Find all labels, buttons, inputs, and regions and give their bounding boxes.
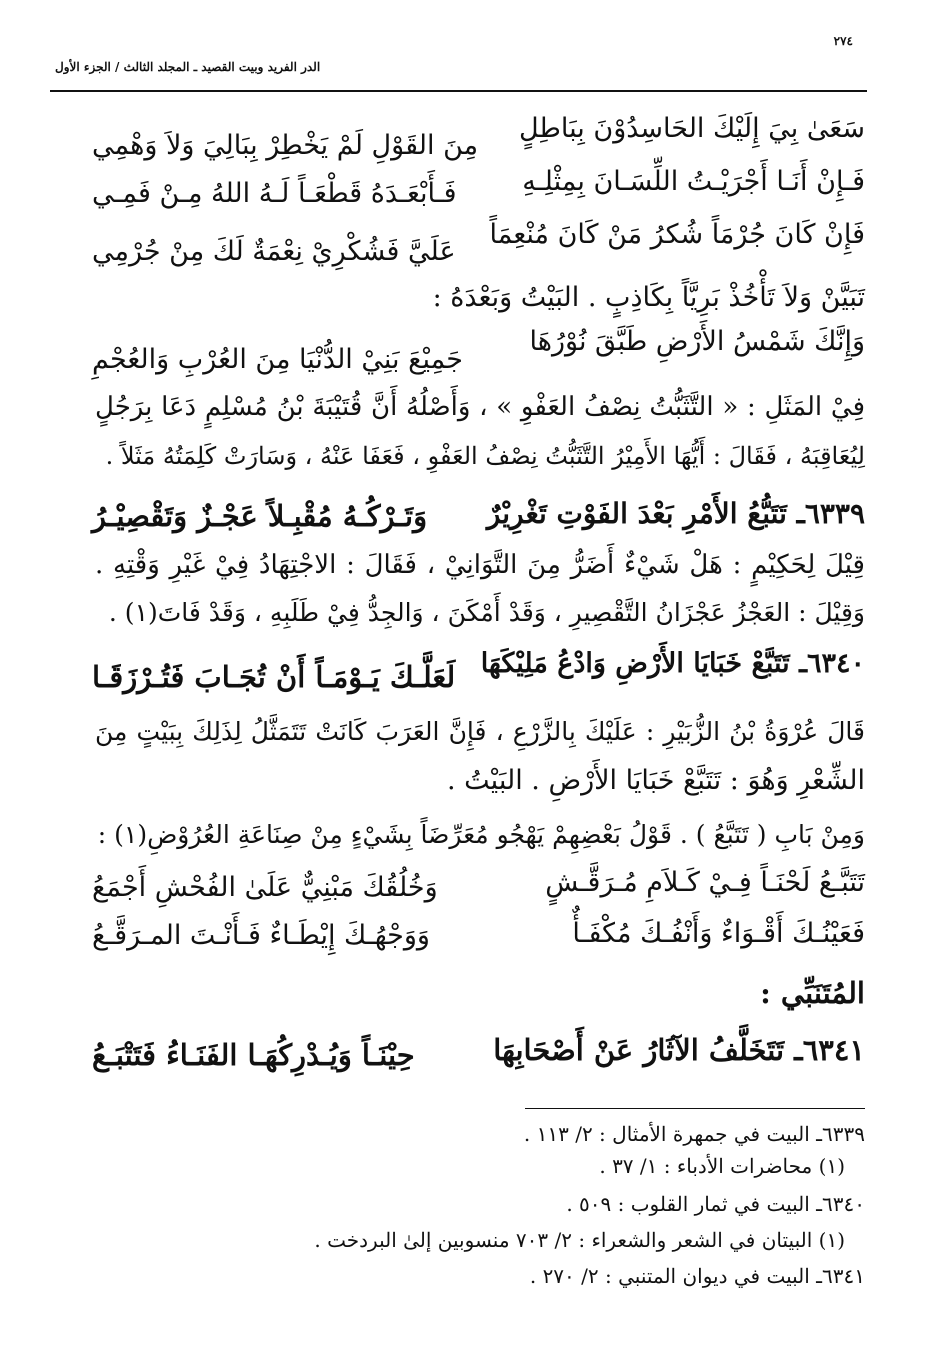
- verse-mid-1-first: تَتَبَّـعُ لَحْنَـاً فِـيْ كَـلاَمِ مُـرَقَّـشٍ: [545, 867, 865, 898]
- poet-name: المُتَنَبِّي :: [760, 976, 865, 1010]
- prose-line: الشِّعْرِ وَهُوَ : تَتَبَّعْ خَبَايَا الأَرْضِ . البَيْتُ .: [447, 765, 865, 796]
- header-rule: [50, 90, 867, 92]
- footnote: ٦٣٤١ـ البيت في ديوان المتنبي : ٢/ ٢٧٠ .: [529, 1264, 865, 1288]
- prose-line: فِيْ المَثَلِ : « التَّثَبُّتُ نِصْفُ العَفْوِ » ، وَأَصْلُهُ أَنَّ قُتَيْبَةَ بْنُ مُسْلِمٍ دَعَا بِرَجُلٍ: [95, 392, 865, 422]
- verse-1-first: سَعَىٰ بِيَ إِلَيْكَ الحَاسِدُوْنَ بِبَاطِلٍ: [518, 113, 865, 144]
- footnote: (١) البيتان في الشعر والشعراء : ٢/ ٧٠٣ منسوبين إلىٰ البردخت .: [314, 1228, 845, 1252]
- verse-2-second: فَـأَبْعَـدَهُ قَطْعَـاً لَـهُ اللهُ مِـنْ فَمِـي: [92, 178, 457, 209]
- prose-line: وَمِنْ بَابِ ( تَتَبَّعُ ) . قَوْلُ بَعْضِهِمْ يَهْجُو مُعَرِّضَاً بِشَيْءٍ مِنْ صِنَاعَةِ العُرُوْضِ(١) :: [97, 820, 865, 849]
- verse-mid-2-second: وَوَجْهُـكَ إِيْطَـاءٌ فَـأَنْـتَ المـرَقَّـعُ: [92, 920, 430, 951]
- verse-mid-1-second: وَخُلُقُكَ مَبْنِيٌّ عَلَىٰ الفُحْشِ أَجْمَعُ: [92, 872, 438, 903]
- entry-6340-second: لَعَلَّـكَ يَـوْمَـاً أَنْ تُجَـابَ فَتُـرْزَقَـا: [92, 660, 456, 694]
- entry-6340-first: ٦٣٤٠ـ تَتَبَّعْ خَبَايَا الأَرْضِ وَادْعُ مَلِيْكَهَا: [480, 648, 865, 679]
- prose-line: لِيُعَاقِبَهُ ، فَقَالَ : أَيُّهَا الأَمِيْرُ التَّثَبُّتُ نِصْفُ العَفْوِ ، فَعَفَا عَنْهُ ، وَسَارَتْ كَلِمَتُهُ مَثَلاً .: [105, 442, 865, 470]
- verse-3-second: عَلَيَّ فَشُكْرِيْ نِعْمَةٌ لَكَ مِنْ جُرْمِي: [92, 236, 456, 267]
- verse-sun-first: وَإِنَّكَ شَمْسُ الأَرْضِ طَبَّقَ نُوْرُهَا: [529, 326, 865, 357]
- footnote: ٦٣٤٠ـ البيت في ثمار القلوب : ٥٠٩ .: [566, 1192, 865, 1216]
- verse-1-second: مِنَ القَوْلِ لَمْ يَخْطِرْ بِبَالِيَ وَلاَ وَهْمِي: [92, 130, 479, 161]
- entry-6341-first: ٦٣٤١ـ تَتَخَلَّفُ الآثَارُ عَنْ أَصْحَابِهَا: [493, 1033, 865, 1067]
- footnote: ٦٣٣٩ـ البيت في جمهرة الأمثال : ٢/ ١١٣ .: [523, 1122, 865, 1146]
- entry-6341-second: حِيْنَـاً وَيُـدْرِكُهَـا الفَنَـاءُ فَتَتْبَـعُ: [92, 1038, 415, 1072]
- prose-line: قَالَ عُرْوَةُ بْنُ الزُّبَيْرِ : عَلَيْكَ بِالزَّرْعِ ، فَإِنَّ العَرَبَ كَانَتْ تَتَمَثَّلُ لِذَلِكَ بِبَيْتٍ مِنَ: [95, 717, 865, 746]
- footnote-rule: [525, 1108, 865, 1109]
- prose-line: وَقِيْلَ : العَجْزُ عَجْزَانُ التَّقْصِيرِ ، وَقَدْ أَمْكَنَ ، وَالجِدُّ فِيْ طَلَبِهِ ، وَقَدْ فَاتَ(١) .: [108, 598, 865, 627]
- page-number: ٢٧٤: [833, 34, 853, 48]
- prose-line: قِيْلَ لِحَكِيْمٍ : هَلْ شَيْءٌ أَضَرُّ مِنَ التَّوَانِيْ ، فَقَالَ : الاجْتِهَادُ فِيْ غَيْرِ وَقْتِهِ .: [95, 550, 865, 580]
- entry-6339-first: ٦٣٣٩ـ تَتَبُّعُ الأَمْرِ بَعْدَ الفَوْتِ تَغْرِيْرٌ: [486, 497, 865, 530]
- verse-3-first: فَإِنْ كَانَ جُرْمَاً شُكرُ مَنْ كَانَ مُنْعِمَاً: [489, 219, 865, 250]
- verse-2-first: فَـإِنْ أَنَـا أَجْرَيْـتُ اللِّسَـانَ بِمِثْلِـهِ: [522, 166, 865, 197]
- verse-mid-2-first: فَعَيْنُـكَ أَقْـوَاءٌ وَأَنْفُـكَ مُكْفَـأٌ: [572, 918, 865, 949]
- prose-line: تَبَيَّنْ وَلاَ تَأْخُذْ بَرِيَّاً بِكَاذِبٍ . البَيْتُ وَبَعْدَهُ :: [432, 282, 865, 313]
- verse-sun-second: جَمِيْعَ بَنِيْ الدُّنْيَا مِنَ العُرْبِ وَالعُجْمِ: [92, 344, 463, 375]
- running-title: الدر الفريد وبيت القصيد ـ المجلد الثالث / الجزء الأول: [55, 60, 321, 74]
- entry-6339-second: وَتَـرْكُـهُ مُقْبِـلاً عَجْـزٌ وَتَقْصِيْـرُ: [92, 499, 428, 533]
- footnote: (١) محاضرات الأدباء : ١/ ٣٧ .: [599, 1154, 845, 1178]
